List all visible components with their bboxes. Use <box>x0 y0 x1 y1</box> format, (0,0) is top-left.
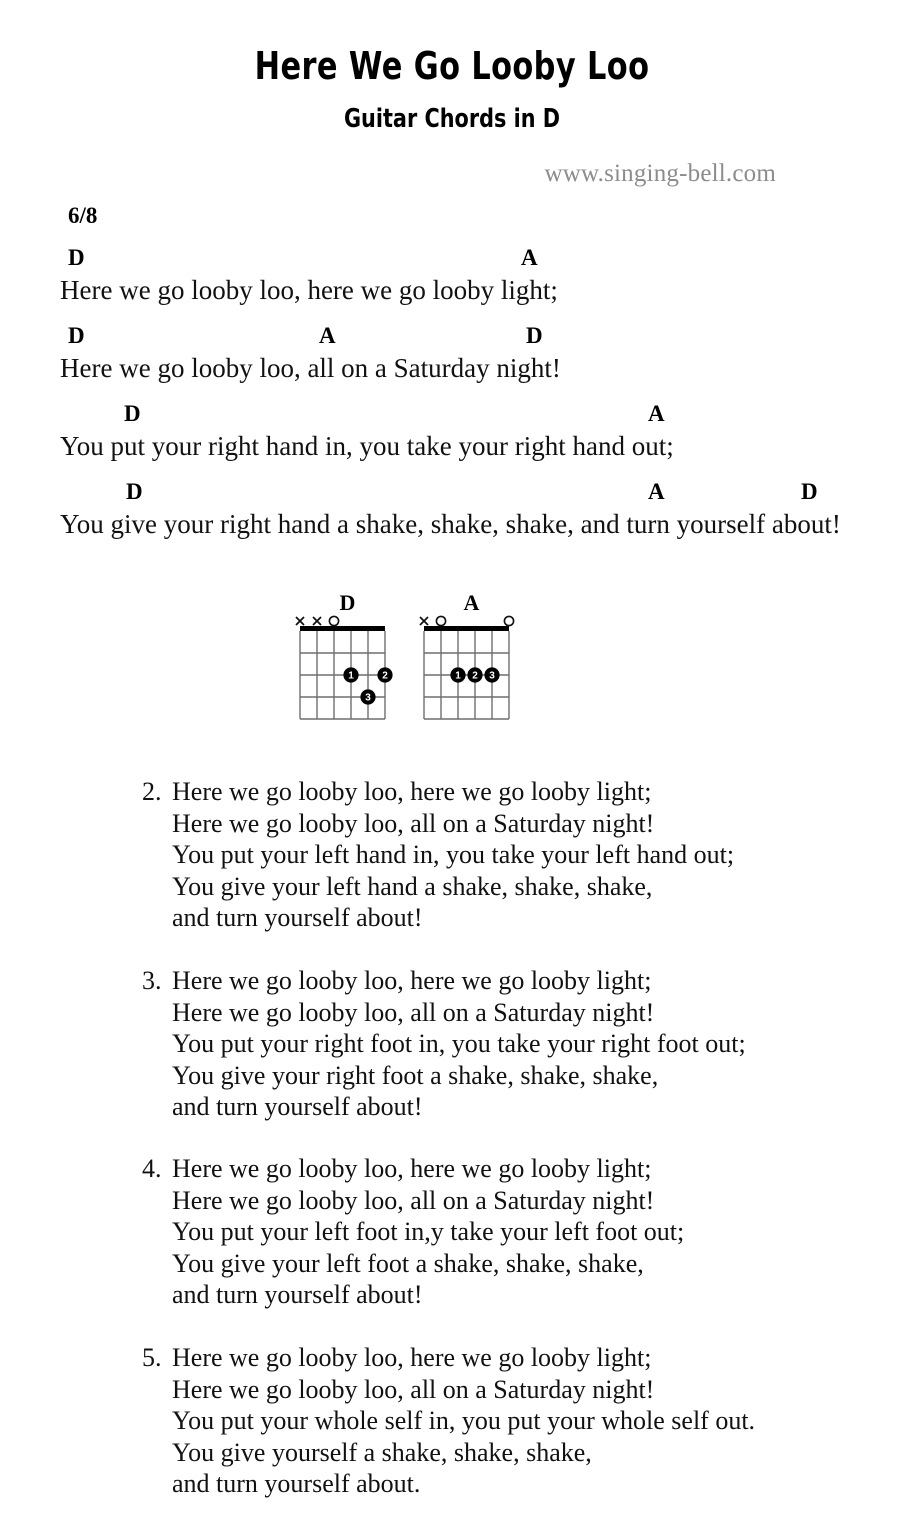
verse-line: You put your right foot in, you take your right foot out; <box>172 1029 746 1058</box>
chord-line <box>0 479 904 509</box>
time-signature: 6/8 <box>68 203 98 228</box>
lyric-text: Here we go looby loo, here we go looby light; <box>60 275 558 305</box>
lyric-line <box>0 353 904 401</box>
chord-diagram-group <box>0 592 904 732</box>
verse-line: You give your left foot a shake, shake, shake, <box>172 1248 644 1278</box>
svg-text:2: 2 <box>472 670 478 682</box>
lyric-text: Here we go looby loo, all on a Saturday night! <box>60 353 561 383</box>
verse-line: Here we go looby loo, all on a Saturday night! <box>172 808 655 838</box>
verse-lines <box>172 1342 755 1500</box>
svg-text:1: 1 <box>348 670 354 682</box>
verse-line: Here we go looby loo, all on a Saturday night! <box>172 1374 655 1404</box>
chord-line <box>0 401 904 431</box>
page-subtitle: Guitar Chords in D <box>343 104 561 134</box>
chord-label: D <box>68 323 85 348</box>
chord-label: D <box>68 245 85 270</box>
verse-number: 5. <box>142 1343 162 1372</box>
lyric-line <box>0 431 904 479</box>
verse-line: and turn yourself about! <box>172 1092 423 1121</box>
lyric-line <box>0 509 904 557</box>
chord-line <box>0 323 904 353</box>
chord-label: D <box>124 401 141 426</box>
verse-line: Here we go looby loo, here we go looby light; <box>172 777 652 806</box>
lyric-text: You give your right hand a shake, shake, shake, and turn yourself about! <box>60 509 841 539</box>
chord-label: A <box>319 323 336 348</box>
page-title: Here We Go Looby Loo <box>254 44 650 88</box>
verse-number: 3. <box>142 966 162 995</box>
chord-label: D <box>526 323 543 348</box>
verse-line: You put your left foot in,y take your left foot out; <box>172 1217 685 1246</box>
verse-line: You put your left hand in, you take your left hand out; <box>172 840 735 869</box>
verse-line: and turn yourself about! <box>172 1280 423 1309</box>
verse-number: 4. <box>142 1154 162 1183</box>
verse-line: Here we go looby loo, here we go looby light; <box>172 966 652 995</box>
chord-diagram-grid <box>418 614 525 725</box>
verse-block <box>142 1153 684 1311</box>
chorded-verse <box>0 245 904 557</box>
chord-label: D <box>126 479 143 504</box>
verse-line: Here we go looby loo, all on a Saturday night! <box>172 997 655 1027</box>
chord-diagram-name: A <box>463 590 480 615</box>
verse-line: and turn yourself about! <box>172 903 423 932</box>
verse-line: You put your whole self in, you put your whole self out. <box>172 1406 756 1435</box>
chord-line <box>0 245 904 275</box>
verse-line: Here we go looby loo, all on a Saturday night! <box>172 1185 655 1215</box>
verse-lines <box>172 776 734 934</box>
verse-line: You give yourself a shake, shake, shake, <box>172 1437 592 1467</box>
verse-lines <box>172 1153 684 1311</box>
svg-text:3: 3 <box>365 692 371 704</box>
lyric-text: You put your right hand in, you take your right hand out; <box>60 431 674 461</box>
chord-label: A <box>648 401 665 426</box>
svg-text:1: 1 <box>455 670 461 682</box>
verse-line: You give your left hand a shake, shake, shake, <box>172 871 653 901</box>
chord-label: A <box>648 479 665 504</box>
verse-line: Here we go looby loo, here we go looby light; <box>172 1154 652 1183</box>
svg-text:3: 3 <box>489 670 495 682</box>
lyric-line <box>0 275 904 323</box>
verse-lines <box>172 965 746 1123</box>
verse-line: and turn yourself about. <box>172 1469 421 1498</box>
verse-number: 2. <box>142 777 162 806</box>
verse-block <box>142 1342 755 1500</box>
verse-line: Here we go looby loo, here we go looby light; <box>172 1343 652 1372</box>
svg-text:2: 2 <box>382 670 388 682</box>
watermark-url: www.singing-bell.com <box>544 160 776 187</box>
verse-block <box>142 965 746 1123</box>
verse-line: You give your right foot a shake, shake, shake, <box>172 1060 659 1090</box>
chord-label: D <box>801 479 818 504</box>
chord-label: A <box>521 245 538 270</box>
chord-diagram-grid <box>294 614 401 725</box>
chord-diagram-name: D <box>339 590 356 615</box>
verse-block <box>142 776 734 934</box>
